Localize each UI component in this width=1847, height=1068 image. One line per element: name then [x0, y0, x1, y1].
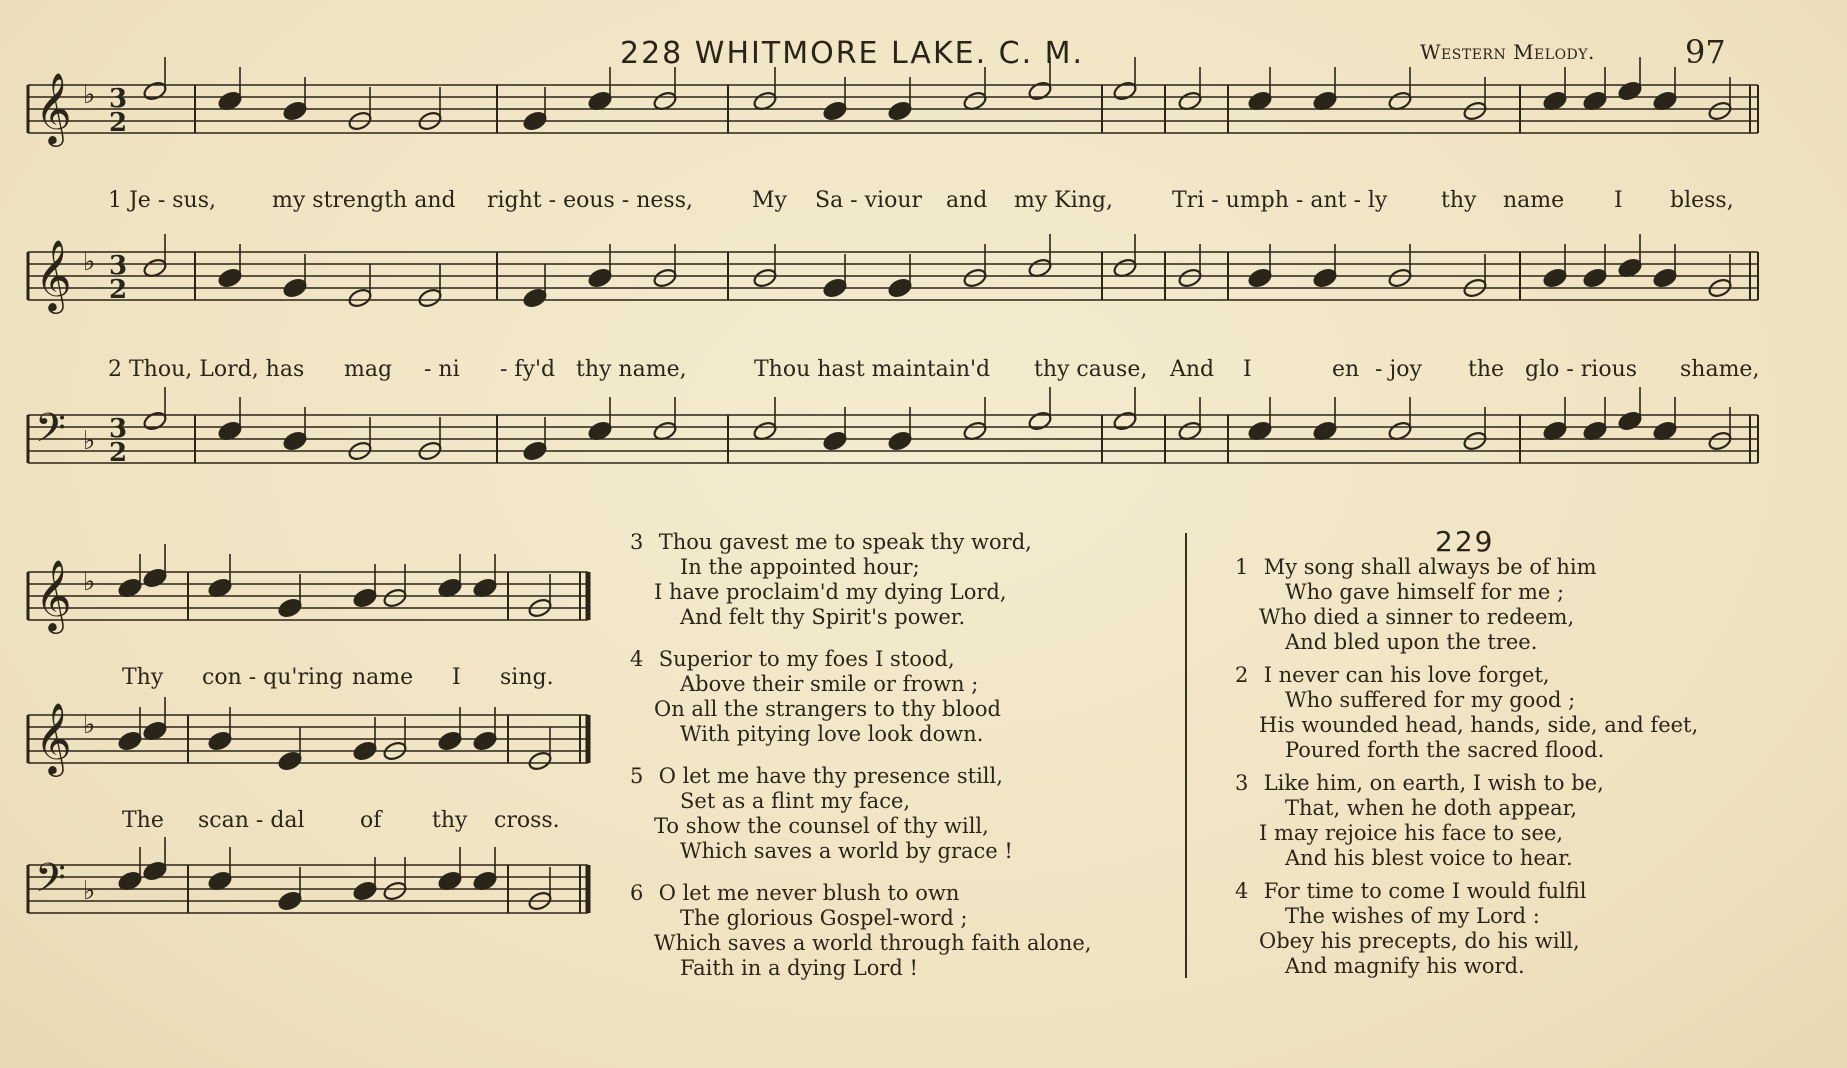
hymn-229-number: 229: [1435, 525, 1495, 558]
treble-clef-icon: 𝄞: [35, 71, 72, 144]
note-head: [142, 860, 168, 882]
stanza-228-5: 5 O let me have thy presence still, Set as a flint my face, To show the counsel of thy will, Which saves a world by grace !: [630, 764, 1013, 863]
stanza-number: 6: [630, 881, 644, 905]
lyric-syllable: my strength and: [272, 188, 456, 213]
note-head: [1542, 267, 1568, 289]
lyric-syllable: Tri - umph - ant - ly: [1172, 188, 1388, 213]
note-head: [277, 750, 303, 772]
note-head: [1652, 267, 1678, 289]
lyric-syllable: en: [1332, 357, 1360, 382]
lyric-syllable: I: [1614, 188, 1623, 213]
note-head: [282, 430, 308, 452]
note-head: [1617, 80, 1643, 102]
stanza-number: 3: [630, 530, 644, 554]
lyric-syllable: thy: [432, 808, 468, 833]
note-head: [1707, 430, 1733, 452]
note-head: [1027, 410, 1053, 432]
time-signature-bottom: 2: [109, 275, 128, 305]
lyric-syllable: thy cause,: [1034, 357, 1148, 382]
note-head: [522, 440, 548, 462]
time-signature-bottom: 2: [109, 438, 128, 468]
note-head: [887, 430, 913, 452]
time-signature-top: 3: [109, 84, 128, 114]
bass-clef-icon: 𝄢: [35, 855, 66, 911]
tune-attribution: Western Melody.: [1420, 40, 1595, 64]
lyric-syllable: Thy: [122, 665, 164, 690]
note-head: [1112, 410, 1138, 432]
time-signature-top: 3: [109, 251, 128, 281]
lyric-syllable: I: [1243, 357, 1252, 382]
note-head: [207, 730, 233, 752]
note-head: [382, 587, 408, 609]
note-head: [527, 750, 553, 772]
lyric-syllable: 1 Je - sus,: [108, 188, 216, 213]
note-head: [142, 567, 168, 589]
treble-clef-icon: 𝄞: [35, 558, 72, 631]
flat-icon: ♭: [83, 247, 96, 277]
stanza-229-4: 4 For time to come I would fulfil The wishes of my Lord : Obey his precepts, do his will, And magnify his word.: [1235, 879, 1587, 978]
note-head: [352, 587, 378, 609]
lyric-syllable: glo - rious: [1525, 357, 1638, 382]
note-head: [417, 287, 443, 309]
note-head: [382, 880, 408, 902]
note-head: [277, 597, 303, 619]
treble-clef-icon: 𝄞: [35, 701, 72, 774]
note-head: [1707, 100, 1733, 122]
stanza-229-3: 3 Like him, on earth, I wish to be, That, when he doth appear, I may rejoice his face to see, And his blest voice to hear.: [1235, 771, 1604, 870]
note-head: [347, 287, 373, 309]
lyric-syllable: Sa - viour: [815, 188, 923, 213]
flat-icon: ♭: [83, 80, 96, 110]
note-head: [1387, 267, 1413, 289]
note-head: [352, 740, 378, 762]
flat-icon: ♭: [83, 567, 96, 597]
note-head: [117, 730, 143, 752]
lyric-syllable: name: [1503, 188, 1565, 213]
lyric-syllable: right - eous - ness,: [487, 188, 693, 213]
stanza-229-2: 2 I never can his love forget, Who suffered for my good ; His wounded head, hands, side, and feet, Poured forth the sacred flood.: [1235, 663, 1699, 762]
note-head: [1027, 80, 1053, 102]
note-head: [1462, 100, 1488, 122]
lyric-syllable: scan - dal: [198, 808, 305, 833]
flat-icon: ♭: [83, 710, 96, 740]
note-head: [822, 277, 848, 299]
note-head: [1177, 267, 1203, 289]
page-number: 97: [1685, 33, 1726, 71]
note-head: [1312, 267, 1338, 289]
note-head: [522, 287, 548, 309]
note-head: [887, 277, 913, 299]
column-divider: [1185, 533, 1187, 978]
lyric-syllable: of: [360, 808, 382, 833]
note-head: [472, 730, 498, 752]
stanza-number: 1: [1235, 555, 1249, 579]
stanza-number: 3: [1235, 771, 1249, 795]
lyric-syllable: - joy: [1375, 357, 1422, 382]
stanza-number: 2: [1235, 663, 1249, 687]
stanza-229-1: 1 My song shall always be of him Who gave himself for me ; Who died a sinner to redeem, And bled upon the tree.: [1235, 555, 1597, 654]
note-head: [1617, 410, 1643, 432]
lyric-syllable: bless,: [1670, 188, 1734, 213]
note-head: [352, 880, 378, 902]
lyric-syllable: my King,: [1014, 188, 1113, 213]
lyric-syllable: mag: [344, 357, 393, 382]
lyric-syllable: sing.: [500, 665, 554, 690]
flat-icon: ♭: [83, 426, 96, 456]
stanza-228-4: 4 Superior to my foes I stood, Above their smile or frown ; On all the strangers to thy blood With pitying love look down.: [630, 647, 1001, 746]
hymn-title: 228 WHITMORE LAKE. C. M.: [620, 36, 1085, 71]
lyric-syllable: - ni: [424, 357, 460, 382]
stanza-number: 4: [630, 647, 644, 671]
lyric-syllable: and: [946, 188, 988, 213]
lyric-syllable: name: [352, 665, 414, 690]
note-head: [282, 277, 308, 299]
time-signature-bottom: 2: [109, 108, 128, 138]
stanza-number: 4: [1235, 879, 1249, 903]
bass-clef-icon: 𝄢: [35, 405, 66, 461]
note-head: [277, 890, 303, 912]
lyric-syllable: The: [122, 808, 164, 833]
stanza-228-3: 3 Thou gavest me to speak thy word, In the appointed hour; I have proclaim'd my dying Lord, And felt thy Spirit's power.: [630, 530, 1032, 629]
stanza-number: 5: [630, 764, 644, 788]
note-head: [1247, 267, 1273, 289]
lyric-syllable: con - qu'ring: [202, 665, 344, 690]
note-head: [142, 80, 168, 102]
lyric-syllable: thy: [1441, 188, 1477, 213]
lyric-syllable: Thou hast maintain'd: [754, 357, 991, 382]
note-head: [1582, 267, 1608, 289]
note-head: [142, 410, 168, 432]
note-head: [652, 267, 678, 289]
note-head: [1462, 430, 1488, 452]
lyric-syllable: And: [1170, 357, 1215, 382]
lyric-syllable: thy name,: [576, 357, 687, 382]
note-head: [752, 267, 778, 289]
note-head: [1112, 80, 1138, 102]
note-head: [522, 110, 548, 132]
lyric-syllable: I: [452, 665, 461, 690]
note-head: [822, 430, 848, 452]
note-head: [437, 730, 463, 752]
lyric-syllable: 2 Thou, Lord, has: [108, 357, 305, 382]
lyric-syllable: - fy'd: [500, 357, 556, 382]
time-signature-top: 3: [109, 414, 128, 444]
note-head: [962, 267, 988, 289]
lyric-syllable: shame,: [1680, 357, 1760, 382]
note-head: [822, 100, 848, 122]
flat-icon: ♭: [83, 876, 96, 906]
note-head: [217, 267, 243, 289]
note-head: [282, 100, 308, 122]
treble-clef-icon: 𝄞: [35, 238, 72, 311]
lyric-syllable: My: [752, 188, 787, 213]
lyric-syllable: the: [1468, 357, 1505, 382]
lyric-syllable: cross.: [494, 808, 560, 833]
stanza-228-6: 6 O let me never blush to own The glorious Gospel-word ; Which saves a world through faith alone, Faith in a dying Lord !: [630, 881, 1092, 980]
note-head: [887, 100, 913, 122]
note-head: [587, 267, 613, 289]
